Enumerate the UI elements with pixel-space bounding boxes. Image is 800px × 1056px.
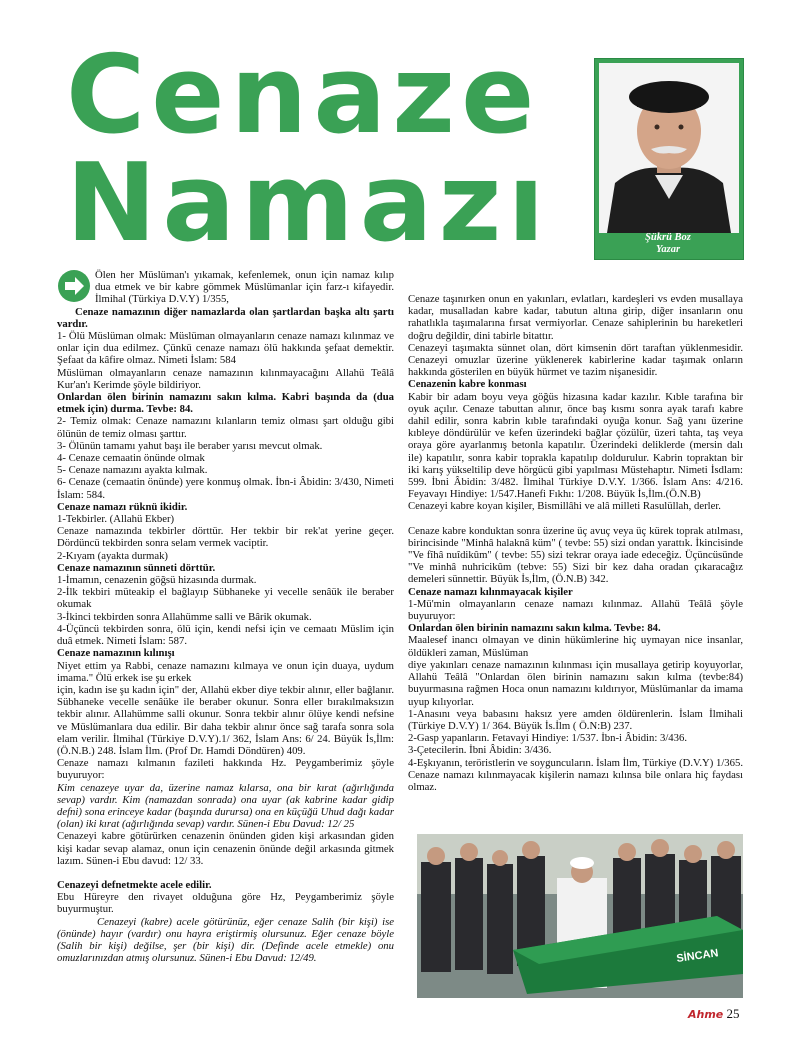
paragraph: 6- Cenaze (cemaatin önünde) yere konmuş olmak. İbn-i Âbidin: 3/430, Nimeti İslam: 584. xyxy=(57,476,394,501)
coffin-label: SİNCAN xyxy=(675,947,720,965)
paragraph: Cenazeyi kabre koyan kişiler, Bismillâhi ve alâ milleti Rasulüllah, derler. xyxy=(408,500,721,513)
paragraph: Cenaze kabre konduktan sonra üzerine üç avuç veya üç kürek toprak atılması, birincisinde "Minhâ halaknâ küm" ( tevbe: 55) sizi ondan yarattık. İkincisinde "Ve fîhâ nuîdikûm" ( tevbe: 55) sizi tekrar oraya iade edeceğiz. Üçüncüsünde "Ve minhâ nuhricikûm (tebve: 55) Sizi bir kez daha oradan çıkaracağız demeleri sünnettir. Büyük İs,İlm, (Ö.N.B) 342. xyxy=(408,524,743,586)
paragraph: 1- Ölü Müslüman olmak: Müslüman olmayanların cenaze namazı kılınmaz ve onlar için dua edilmez. Çünkü cenaze namazı ölü hakkında şefaat demektir. Şefaat da kâfire olmaz. Nimeti İslam: 584 xyxy=(57,330,394,367)
page-title-line1: Cenaze xyxy=(66,33,541,158)
paragraph: Kabir bir adam boyu veya göğüs hizasına kadar kazılır. Kıble tarafına bir oyuk açılır. Cenaze tabuttan alınır, önce baş kısmı sonra ayak tarafı kabre dahil edilir, sonra kabrin kıble tarafındaki oyuğa konur. Sağ yanı üzerine kıbleye döndürülür ve kefen üzerindeki bağlar çözülür, üzeri tahta, taş veya oraya göre ayarlanmış betonla kapatılır. Üzerindeki deliklerde (mersin dalı ile) kapatılır, sonra kabir toprakla kapatılıp doldurulur. Kabrin topraktan bir iki karış yükseltilip deve hörgücü gibi yapılması Müstehaptır. Nimeti İsdlam: 599. İbni Âbidin: 3/482. İlmihal Türkiye D.V.Y. 1/366. İslam Ans: 4/216. Feyavayı Hindiye: 1/547.Hanefi Fıkhı: 1/208. Büyük İs,İlm.(Ö.N.B) xyxy=(408,390,743,501)
paragraph: 3- Ölünün tamamı yahut başı ile beraber yarısı mevcut olmak. xyxy=(57,439,323,452)
page-footer xyxy=(688,1006,740,1022)
article-column-2 xyxy=(408,269,743,793)
paragraph: için, kadın ise şu kadın için" der, Allahü ekber diye tekbir alınır, eller bağlanır. Sübhaneke vecelle senâüke ile beraber okunur. Sonra eller bırakılmaksızın tekbir alınır. Allahümme salli okunur. Sonra tekbir alınır ölüye kendi nefsine ve Müslümanlara dua edilir. Bir daha tekbir alınır önce sağ tarafa sonra sola elam verilir. İlmihal (Türkiye D.V.Y).1/ 362, İslam Ans: 6/ 24. Büyük İs,İlm: (Ö.N.B.) 248. İslam İlm. (Prof Dr. Hamdi Döndüren) 409. xyxy=(57,683,394,757)
arrow-right-icon xyxy=(57,269,91,303)
paragraph: 4-Eşkıyanın, teröristlerin ve soyguncuların. İslam İlm, Türkiye (D.V.Y) 1/365. xyxy=(408,756,744,769)
heading: Cenaze namazının diğer namazlarda olan şartlardan başka altı şartı vardır. xyxy=(57,305,394,330)
paragraph: Ebu Hüreyre den rivayet olduğuna göre Hz, Peygamberimiz şöyle buyurmuştur. xyxy=(57,891,394,916)
heading: Cenazeyi defnetmekte acele edilir. xyxy=(57,878,212,891)
paragraph: 4-Üçüncü tekbirden sonra, ölü için, kendi nefsi için ve cemaatı Müslim için duâ etmek. Nimeti İslam: 587. xyxy=(57,622,394,648)
heading: Cenaze namazı kılınmayacak kişiler xyxy=(408,585,573,598)
paragraph: Niyet ettim ya Rabbi, cenaze namazını kılmaya ve onun için duaya, uydum imama." Ölü erkek ise şu erkek xyxy=(57,659,394,684)
paragraph: 2-Kıyam (ayakta durmak) xyxy=(57,549,168,562)
paragraph: Cenazeyi kabre götürürken cenazenin önünden giden kişi arkasından giden kişi kadar sevap alamaz, onun için cenazenin önünde değil arkasında gitmek lazım. Sünen-i Ebu davud: 12/ 33. xyxy=(57,830,394,867)
magazine-logo: Ahme xyxy=(688,1008,724,1021)
verse: Onlardan ölen birinin namazını sakın kılma. Kabri başında da (dua etmek için) durma. Tevbe: 84. xyxy=(57,391,394,416)
verse: Onlardan ölen birinin namazını sakın kılma. Tevbe: 84. xyxy=(408,622,661,635)
author-name: Şükrü Boz xyxy=(645,232,691,243)
author-role: Yazar xyxy=(655,244,681,255)
heading: Cenaze namazı rüknü ikidir. xyxy=(57,500,188,513)
paragraph: 1-Mü'min olmayanların cenaze namazı kılınmaz. Allahü Teâlâ şöyle buyuruyor: xyxy=(408,597,743,623)
heading: Cenazenin kabre konması xyxy=(408,378,527,391)
paragraph: 5- Cenaze namazını ayakta kılmak. xyxy=(57,464,208,477)
paragraph: 2-İlk tekbiri müteakip el bağlayıp Sübhaneke yi vecelle senâük ile beraber okumak xyxy=(57,586,394,611)
paragraph: Cenaze namazında tekbirler dörttür. Her tekbir bir rek'at yerine geçer. Dördüncü tekbirden sonra selam vermek vaciptir. xyxy=(57,525,394,550)
heading: Cenaze namazının sünneti dörttür. xyxy=(57,561,216,574)
paragraph: 1-İmamın, cenazenin göğsü hizasında durmak. xyxy=(57,574,257,587)
paragraph: 1-Tekbirler. (Allahü Ekber) xyxy=(57,513,175,526)
page-number: 25 xyxy=(726,1006,740,1021)
page-title-line2: Namazı xyxy=(66,141,551,266)
hadith: Cenazeyi (kabre) acele götürünüz, eğer cenaze Salih (bir kişi) ise (önünde) hayır (vardır) onu hayra eriştirmiş olursunuz. Eğer cenaze böyle (Salih bir kişi) değilse, şer (bir kişi) dir. (Definde acele etmekle) onu omuzlarınızdan atmış olursunuz. Sünen-i Ebu Davud: 12/49. xyxy=(57,915,394,965)
paragraph: Cenaze namazı kılınmayacak kişilerin namazı kılınsa bile onlara hiç faydası olmaz. xyxy=(408,768,743,793)
paragraph: Müslüman olmayanların cenaze namazının kılınmayacağını Allahü Teâlâ Kur'an'ı Kerimde şöyle bildiriyor. xyxy=(57,366,394,391)
paragraph: Cenazeyi taşımakta sünnet olan, dört kimsenin dört taraftan yüklenmesidir. Cenazeyi omuzlar üzerine yüklenerek kabirlerine kadar taşımak onların hakkında gösterilen en büyük hürmet ve tazim nişanesidir. xyxy=(408,341,743,379)
paragraph: 4- Cenaze cemaatin önünde olmak xyxy=(57,452,205,465)
paragraph: diye yakınları cenaze namazının kılınması için musallaya getirip koyuyorlar, Allahü Teâlâ "Onlardan ölen birinin namazını sakın kılma (tevbe:84) buyurmasına rağmen Hoca onun namazını kıldırıyor, Müslümanlar da imama uyup kılıyorlar. xyxy=(408,658,743,708)
funeral-photo xyxy=(417,834,743,998)
paragraph: 3-İkinci tekbirden sonra Allahümme salli ve Bârik okumak. xyxy=(57,610,312,623)
paragraph: 2- Temiz olmak: Cenaze namazını kılanların temiz olması şart olduğu gibi ölünün de temiz olması şarttır. xyxy=(57,415,394,440)
author-photo xyxy=(594,58,744,260)
paragraph: 2-Gasp yapanların. Fetavayi Hindiye: 1/537. İbn-i Âbidin: 3/436. xyxy=(408,732,688,745)
heading: Cenaze namazının kılınışı xyxy=(57,647,175,660)
paragraph: Cenaze namazı kılmanın fazileti hakkında Hz. Peygamberimiz şöyle buyuruyor: xyxy=(57,757,394,782)
paragraph: 1-Anasını veya babasını haksız yere amden öldürenlerin. İslam İlmihali (Türkiye D.V.Y) 1/ 364. Büyük İs.İlm ( Ö.N:B) 237. xyxy=(408,707,743,732)
paragraph: Maalesef inancı olmayan ve dinin hükümlerine hiç uymayan nice insanlar, öldükleri zaman, Müslüman xyxy=(408,634,743,659)
hadith: Kim cenazeye uyar da, üzerine namaz kılarsa, ona bir kırat (ağırlığında sevap) vardır. Kim (namazdan sonrada) ona uyar (ak kabrine kadar gidip defni) sona erinceye kadar (başında durursa) ona en küçüğü Uhud dağı kadar (olan) iki kırat (ağırlığında sevap) vardır. Sünen-i Ebu Davud: 12/ 25 xyxy=(57,781,394,831)
article-column-1 xyxy=(57,269,394,964)
paragraph: 3-Çetecilerin. İbni Âbidin: 3/436. xyxy=(408,744,552,757)
paragraph: Cenaze taşınırken onun en yakınları, evlatları, kardeşleri vs evden musallaya kadar, musalladan kabre kadar, tabutun altına girip, diğer insanların onu rahatlıkla taşımalarına fırsat vermiyorlar. Cenaze sahiplerinin bu hareketleri doğru değildir, dini tabirle bitattır. xyxy=(408,293,743,342)
author-caption xyxy=(594,232,742,256)
paragraph: Ölen her Müslüman'ı yıkamak, kefenlemek, onun için namaz kılıp dua etmek ve bir kabre gömmek Müslümanlar için farz-ı kifayedir. İlmihal (Türkiya D.V.Y) 1/355, xyxy=(95,269,394,306)
